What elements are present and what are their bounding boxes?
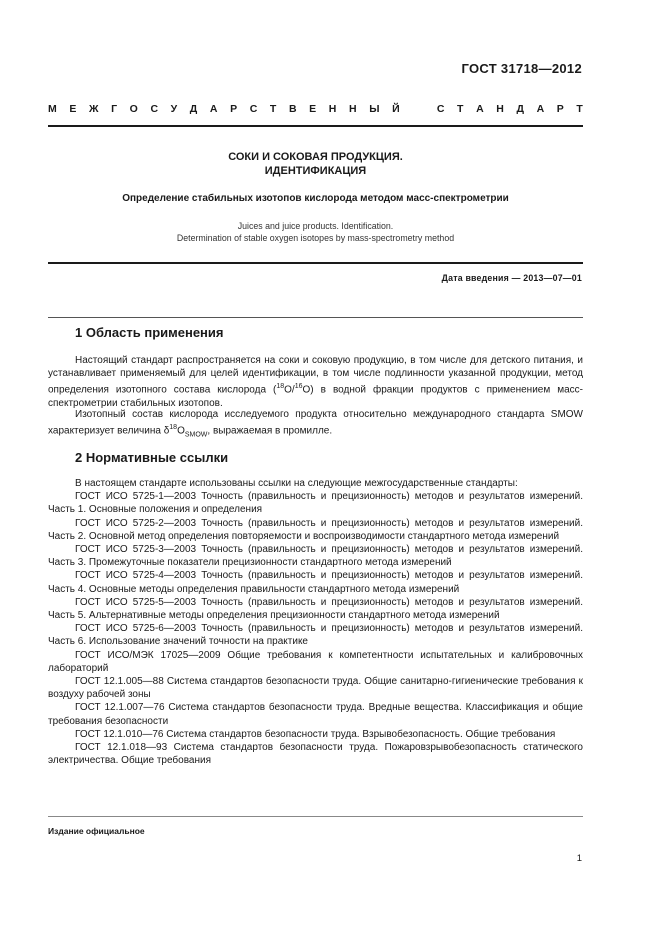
subscript: SMOW: [184, 431, 208, 439]
superscript: 18: [276, 383, 285, 391]
subtitle: Определение стабильных изотопов кислорода методом масс-спектрометрии: [122, 193, 509, 204]
banner-letter: Й: [392, 103, 400, 115]
banner-letter: Г: [111, 103, 118, 115]
para-text: Настоящий стандарт распространяется на соки и соковую продукцию, в том числе для детского питания, и устанавливает применяемый для целей идентификации, в том числе подлинности указанной продукции, метод определения изотопного состава кислорода (: [48, 355, 583, 396]
banner-letter: Р: [230, 103, 238, 115]
reference-item: ГОСТ ИСО 5725-5—2003 Точность (правильность и прецизионность) методов и результатов измерений. Часть 5. Альтернативные методы определения прецизионности стандартного метода измерений: [48, 596, 583, 622]
top-rule: [48, 125, 583, 127]
section-1-para-2: [48, 408, 583, 442]
banner-letter: Ы: [369, 103, 380, 115]
footer-rule: [48, 816, 583, 817]
para-text: O: [177, 425, 185, 437]
para-text: Изотопный состав кислорода исследуемого продукта относительно международного стандарта SMOW характеризует величина δ: [48, 409, 583, 437]
page-number: 1: [576, 853, 582, 864]
banner-letter: С: [249, 103, 258, 115]
banner-letter: Т: [269, 103, 277, 115]
banner-letter: М: [48, 103, 57, 115]
reference-item: ГОСТ 12.1.005—88 Система стандартов безопасности труда. Общие санитарно-гигиенические требования к воздуху рабочей зоны: [48, 676, 583, 701]
banner-gap: [412, 103, 424, 115]
date-rule: [48, 317, 583, 318]
banner-letter: А: [536, 103, 545, 115]
banner-letter: В: [288, 103, 297, 115]
reference-item: ГОСТ ИСО 5725-4—2003 Точность (правильность и прецизионность) методов и результатов измерений. Часть 4. Основные методы определения правильности стандартного метода измерений: [48, 570, 583, 595]
reference-item: ГОСТ ИСО 5725-1—2003 Точность (правильность и прецизионность) методов и результатов измерений. Часть 1. Основные положения и определения: [48, 491, 583, 516]
english-title-2: Determination of stable oxygen isotopes by mass-spectrometry method: [176, 233, 455, 243]
title-line-2: ИДЕНТИФИКАЦИЯ: [264, 165, 367, 177]
banner-letter: Р: [556, 103, 564, 115]
title-bottom-rule: [48, 262, 583, 264]
reference-item: ГОСТ 12.1.010—76 Система стандартов безопасности труда. Взрывобезопасность. Общие требования: [75, 728, 556, 740]
banner-letter: А: [209, 103, 218, 115]
superscript: 16: [294, 383, 303, 391]
banner-letter: С: [436, 103, 445, 115]
reference-item: ГОСТ ИСО 5725-2—2003 Точность (правильность и прецизионность) методов и результатов измерений. Часть 2. Основной метод определения повторяемости и воспроизводимости стандартного метода измерений: [48, 517, 583, 542]
section-2-heading: 2 Нормативные ссылки: [75, 450, 229, 465]
section-1-heading: 1 Область применения: [75, 325, 224, 340]
gost-number: ГОСТ 31718—2012: [461, 61, 582, 76]
banner-letter: Т: [457, 103, 464, 115]
banner-letter: О: [129, 103, 138, 115]
banner-letter: Д: [516, 103, 524, 115]
section-1-para-1: [48, 354, 583, 410]
banner-letter: У: [170, 103, 178, 115]
banner-letter: Ж: [88, 103, 99, 115]
banner-letter: Т: [576, 103, 583, 115]
title-line-1: СОКИ И СОКОВАЯ ПРОДУКЦИЯ.: [228, 151, 403, 163]
reference-item: ГОСТ ИСО/МЭК 17025—2009 Общие требования к компетентности испытательных и калибровочных лабораторий: [48, 649, 583, 674]
reference-item: ГОСТ 12.1.007—76 Система стандартов безопасности труда. Вредные вещества. Классификация и общие требования безопасности: [48, 702, 583, 727]
banner-letter: Н: [496, 103, 504, 115]
banner-letter: Д: [189, 103, 198, 115]
superscript: 18: [169, 424, 178, 432]
normative-references-list: [48, 477, 583, 767]
para-text: , выражаемая в промилле.: [207, 425, 333, 437]
banner-letter: Н: [348, 103, 357, 115]
para-text: O) в водной фракции продуктов с применением масс-спектрометрии стабильных изотопов.: [48, 384, 583, 409]
banner-letter: Е: [69, 103, 77, 115]
banner-letter: Е: [309, 103, 317, 115]
banner-letter: Н: [328, 103, 337, 115]
para-text: O/: [284, 384, 295, 396]
reference-item: В настоящем стандарте использованы ссылки на следующие межгосударственные стандарты:: [75, 478, 518, 489]
official-edition-label: Издание официальное: [48, 826, 145, 836]
reference-item: ГОСТ ИСО 5725-6—2003 Точность (правильность и прецизионность) методов и результатов измерений. Часть 6. Использование значений точности на практике: [48, 623, 583, 648]
english-title-1: Juices and juice products. Identification.: [237, 221, 394, 231]
reference-item: ГОСТ 12.1.018—93 Система стандартов безопасности труда. Пожаровзрывобезопасность статического электричества. Общие требования: [48, 742, 583, 767]
introduction-date: Дата введения — 2013—07—01: [441, 273, 582, 283]
banner-letter: С: [150, 103, 159, 115]
interstate-standard-banner: [48, 103, 583, 115]
reference-item: ГОСТ ИСО 5725-3—2003 Точность (правильность и прецизионность) методов и результатов измерений. Часть 3. Промежуточные показатели прецизионности стандартного метода измерений: [48, 544, 583, 569]
banner-letter: А: [476, 103, 484, 115]
